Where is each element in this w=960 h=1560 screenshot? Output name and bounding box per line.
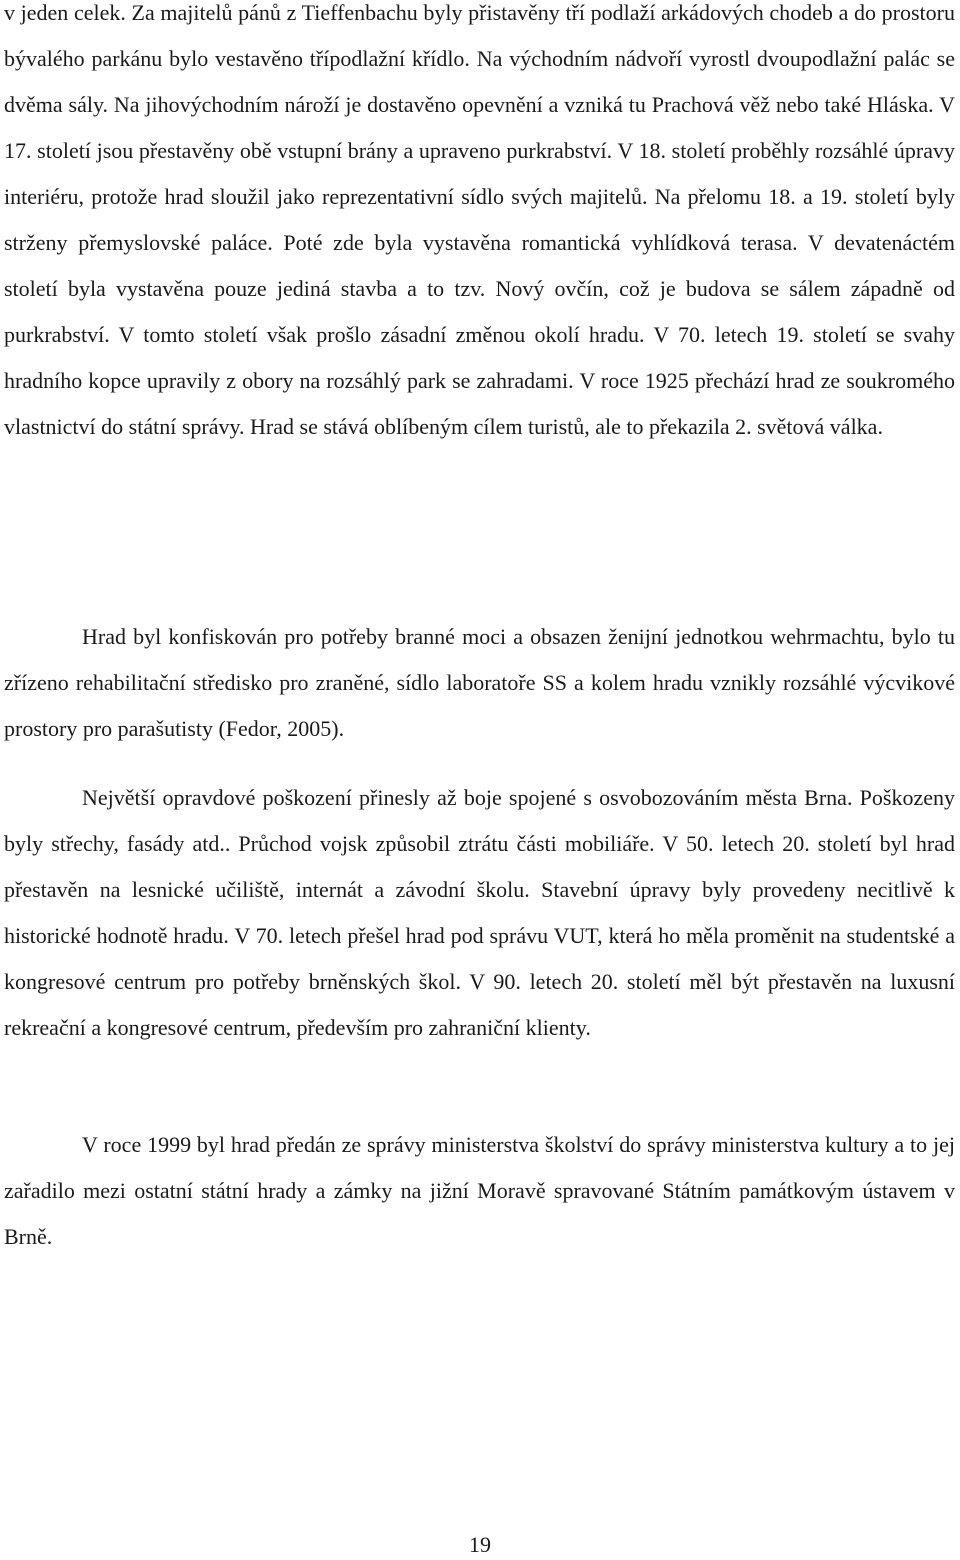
page-number: 19 [469, 1532, 491, 1557]
paragraph-ministry-transfer: V roce 1999 byl hrad předán ze správy ministerstva školství do správy ministerstva kultury a to jej zařadilo mezi ostatní státní hrady a zámky na jižní Moravě spravované Státním památkovým ústavem v Brně. [4, 1132, 955, 1249]
paragraph-castle-history-continuation: v jeden celek. Za majitelů pánů z Tieffenbachu byly přistavěny tří podlaží arkádových chodeb a do prostoru bývalého parkánu bylo vestavěno třípodlažní křídlo. Na východním nádvoří vyrostl dvoupodlažní palác se dvěma sály. Na jihovýchodním nároží je dostavěno opevnění a vzniká tu Prachová věž nebo také Hláska. V 17. století jsou přestavěny obě vstupní brány a upraveno purkrabství. V 18. století proběhly rozsáhlé úpravy interiéru, protože hrad sloužil jako reprezentativní sídlo svých majitelů. Na přelomu 18. a 19. století byly strženy přemyslovské paláce. Poté zde byla vystavěna romantická vyhlídková terasa. V devatenáctém století byla vystavěna pouze jediná stavba a to tzv. Nový ovčín, což je budova se sálem západně od purkrabství. V tomto století však prošlo zásadní změnou okolí hradu. V 70. letech 19. století se svahy hradního kopce upravily z obory na rozsáhlý park se zahradami. V roce 1925 přechází hrad ze soukromého vlastnictví do státní správy. Hrad se stává oblíbeným cílem turistů, ale to překazila 2. světová válka. [4, 0, 955, 439]
paragraph-war-damage-and-postwar: Největší opravdové poškození přinesly až boje spojené s osvobozováním města Brna. Poškozeny byly střechy, fasády atd.. Průchod vojsk způsobil ztrátu části mobiliáře. V 50. letech 20. století byl hrad přestavěn na lesnické učiliště, internát a závodní školu. Stavební úpravy byly provedeny necitlivě k historické hodnotě hradu. V 70. letech přešel hrad pod správu VUT, která ho měla proměnit na studentské a kongresové centrum pro potřeby brněnských škol. V 90. letech 20. století měl být přestavěn na luxusní rekreační a kongresové centrum, především pro zahraniční klienty. [4, 785, 955, 1040]
paragraph-wehrmacht-confiscation: Hrad byl konfiskován pro potřeby branné moci a obsazen ženijní jednotkou wehrmachtu, bylo tu zřízeno rehabilitační středisko pro zraněné, sídlo laboratoře SS a kolem hradu vznikly rozsáhlé výcvikové prostory pro parašutisty (Fedor, 2005). [4, 624, 955, 741]
